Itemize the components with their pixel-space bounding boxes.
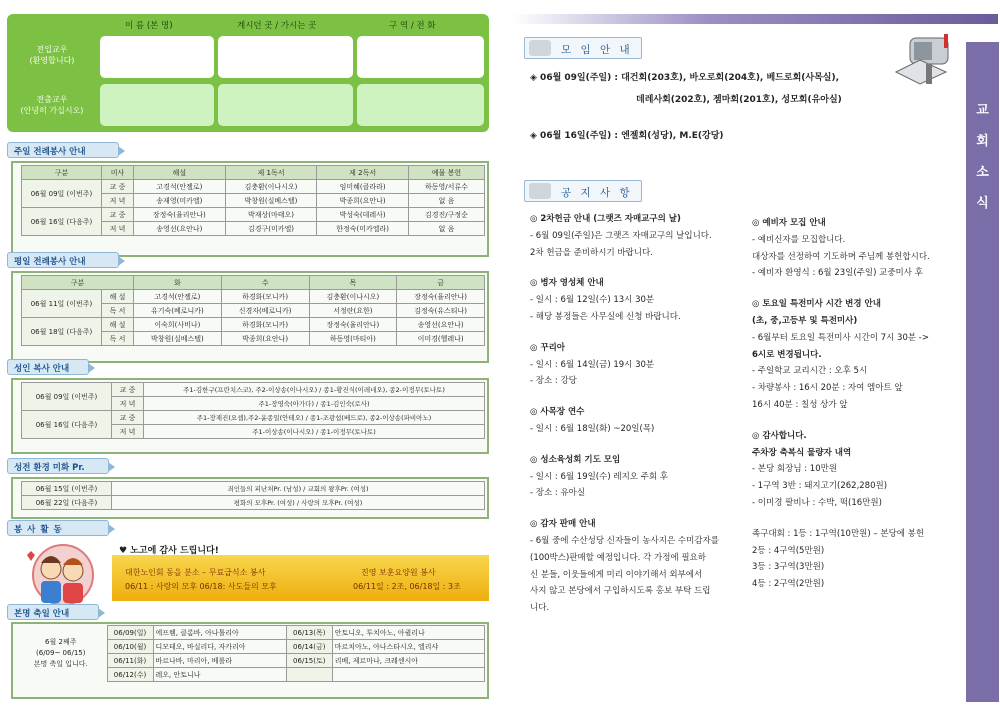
table-row: 06월 09일 (이번주) 교 중 고경석(안젤로) 김충환(이나시오) 임미혜(클라라) 하동영/서류수 <box>22 180 485 194</box>
left-column <box>7 14 489 699</box>
notice-text: - 본당 회장님 : 10만원 <box>752 464 838 475</box>
th: 해설 <box>134 166 226 180</box>
table-row: 06월 11일 (이번주) 해 설 고경석(안젤로) 하경화(모니카) 김충환(이나시오) 장정숙(율리안나) <box>22 290 485 304</box>
notice-heading: ◎ 토요일 특전미사 시간 변경 안내 <box>752 299 881 310</box>
notice-heading: (초, 중,고등부 및 특전미사) <box>752 316 858 326</box>
section-title-env: 성전 환경 미화 Pr. <box>7 458 109 474</box>
notice-text: 대상자를 선정하여 기도하며 주님께 봉헌합시다. <box>752 251 930 262</box>
th: 미사 <box>102 166 134 180</box>
service-thanks: ♥ 노고에 감사 드립니다! <box>119 546 219 556</box>
reg-cell[interactable] <box>100 84 214 126</box>
reg-header-name: 이 름 (본 명) <box>125 21 173 31</box>
notice-text: - 장소 : 강당 <box>530 376 577 387</box>
reg-cell[interactable] <box>218 36 353 78</box>
notice-text: - 6월 중에 수산성당 신자들이 농사지은 수미감자를 <box>530 536 719 546</box>
meeting-title-icon <box>529 40 551 56</box>
th: 수 <box>221 276 309 290</box>
notice-text: - 차량봉사 : 16시 20분 : 자여 엠아트 앞 <box>752 383 903 394</box>
notice-text: - 주일학교 교리시간 : 오후 5시 <box>752 366 868 377</box>
notice-text: - 일시 : 6월 14일(금) 19시 30분 <box>530 359 655 370</box>
right-column <box>512 14 999 699</box>
table-row: 06월 09일 (이번주) 교 중 주1-김한구(프란치스코), 주2-이상송(이나시오) / 종1-황진식(이레네오), 종2-이정무(토나토) <box>22 383 485 397</box>
reg-cell[interactable] <box>357 84 484 126</box>
side-tab-char: 회 <box>976 134 989 149</box>
notice-heading: ◎ 예비자 모집 안내 <box>752 218 826 228</box>
notice-heading: ◎ 2차헌금 안내 (그랫즈 자매교구의 날) <box>530 214 681 224</box>
notice-text: 3등 : 3구역(3만원) <box>752 562 825 573</box>
side-tab-char: 식 <box>976 196 989 211</box>
notice-text: (100박스)판매할 예정입니다. 각 가정에 필요하 <box>530 552 706 563</box>
notice-heading: ◎ 감자 판매 안내 <box>530 519 596 530</box>
table-row: 06월 22일 (다음주) 평화의 모후Pr. (여성) / 사랑의 모후Pr. (여성) <box>22 496 485 510</box>
section-title-feast: 본명 축일 안내 <box>7 604 99 620</box>
side-tab-char: 교 <box>976 103 989 118</box>
side-tab-char: 소 <box>976 165 989 180</box>
notice-heading: ◎ 병자 영성체 안내 <box>530 278 604 289</box>
service-band <box>112 555 489 601</box>
reg-cell[interactable] <box>218 84 353 126</box>
notice-text: - 해당 봉정들은 사무실에 신청 바랍니다. <box>530 312 681 322</box>
notice-text: - 6월 09일(주일)은 그랫즈 자매교구의 날입니다. <box>530 230 712 241</box>
table-row: 저 녁 주1-이상송(이나시오) / 종1-이정무(토나토) <box>22 425 485 439</box>
notice-text: 4등 : 2구역(2만원) <box>752 579 825 590</box>
table-row: 6월 2째주 (6/09~ 06/15) 본명 축일 입니다. 06/09(일) 에프렘, 클롬바, 아나톨리아 06/13(목) 안토니오, 투치아노, 아퀼리나 <box>15 626 485 640</box>
service-left2: 06/11 : 사랑의 모후 06/18: 사도들의 모후 <box>125 582 277 591</box>
service-left1: 대한노인회 동을 분소 – 무료급식소 봉사 <box>125 568 266 577</box>
notice-text: - 일시 : 6월 18일(화) ~20일(목) <box>530 424 655 434</box>
reg-row-out-label: 전출교우 (안녕히 가십시오) <box>20 95 84 115</box>
reg-row-in-label: 전입교우 (환영합니다) <box>29 45 75 65</box>
notice-text: 2등 : 4구역(5만원) <box>752 545 825 556</box>
th: 제 1독서 <box>225 166 317 180</box>
section-title-sunday: 주일 전례봉사 안내 <box>7 142 119 158</box>
notice-text: 족구대회 : 1등 : 1구역(10만원) – 본당에 봉헌 <box>752 528 925 539</box>
meeting-line3: ◈ 06월 16일(주일) : 엔젤회(성당), M.E(강당) <box>530 131 724 141</box>
weekday-table <box>21 275 485 346</box>
feast-label: 6월 2째주 (6/09~ 06/15) 본명 축일 입니다. <box>15 626 107 682</box>
notice-heading: 주차장 축복식 물량자 내역 <box>752 447 852 458</box>
notice-text: - 일시 : 6월 12일(수) 13시 30분 <box>530 295 655 306</box>
notice-text: - 장소 : 유아실 <box>530 488 586 499</box>
table-row: 저 녁 주1-장영숙(아가다) / 종1-김인숙(로사) <box>22 397 485 411</box>
notice-text: 니다. <box>530 603 550 614</box>
table-row: 저 녁 송영선(요안나) 김경구(미카엘) 한정숙(미카엘라) 없 음 <box>22 222 485 236</box>
sunday-table <box>21 165 485 236</box>
section-title-service: 봉 사 활 동 <box>7 520 109 536</box>
notice-text: 사지 않고 본당에서 구입하시도록 홍보 부탁 드립 <box>530 586 711 597</box>
reg-cell[interactable] <box>100 36 214 78</box>
adult-table <box>21 382 485 439</box>
feast-table <box>15 625 485 682</box>
env-table <box>21 481 485 510</box>
table-row: 06월 15일 (이번주) 죄인들의 피난처Pr. (남성) / 교회의 왕후Pr. (여성) <box>22 482 485 496</box>
notice-text: - 6월부터 토요일 특전미사 시간이 7시 30분 -> <box>752 332 929 343</box>
table-row: 저 녁 송재영(미카엘) 박창원(실베스텔) 박종희(요안나) 없 음 <box>22 194 485 208</box>
couple-illustration-icon <box>15 541 105 613</box>
notice-text: 2차 헌금을 준비하시기 바랍니다. <box>530 247 653 258</box>
notice-title-icon <box>529 183 551 199</box>
notice-text: - 예비신자를 모집합니다. <box>752 234 846 245</box>
notice-text: - 예비자 환영식 : 6월 23일(주일) 교중미사 후 <box>752 268 923 279</box>
reg-header-area: 구 역 / 전 화 <box>389 21 436 31</box>
reg-cell[interactable] <box>357 36 484 78</box>
table-row: 독 서 유기숙(베로니카) 신경자(베로니카) 서정란(요한) 김정숙(유스티나) <box>22 304 485 318</box>
reg-header-place: 계시던 곳 / 가시는 곳 <box>237 21 317 31</box>
table-row: 06/10(월) 디모테오, 바실리다, 자카리아 06/14(금) 마르치아노, 아나스타시오, 엘리샤 <box>15 640 485 654</box>
table-row: 06/12(수) 레오, 안토니나 <box>15 668 485 682</box>
th: 목 <box>309 276 397 290</box>
th: 금 <box>397 276 485 290</box>
section-title-weekday: 평일 전례봉사 안내 <box>7 252 119 268</box>
table-row: 06월 16일 (다음주) 교 중 장정숙(율리안나) 박재상(마태오) 박성숙(데레사) 김경진/구정순 <box>22 208 485 222</box>
notice-text: - 1구역 3반 : 돼지고기(262,280원) <box>752 481 888 492</box>
th: 구분 <box>22 166 102 180</box>
side-tab <box>966 42 999 702</box>
meeting-title: 모 임 안 내 <box>524 37 642 59</box>
table-row: 06월 18일 (다음주) 해 설 이숙희(사비나) 하경화(모니카) 장정숙(율리안나) 송영선(요안나) <box>22 318 485 332</box>
notice-text: - 이미경 팔비나 : 수박, 떡(16만원) <box>752 498 882 508</box>
notice-text: 16시 40분 : 칠성 상가 앞 <box>752 400 848 410</box>
table-row: 06/11(화) 바르나바, 마리아, 베롤라 06/15(토) 리베, 제르마나, 크레센시아 <box>15 654 485 668</box>
notice-text: - 일시 : 6월 19일(수) 레지오 주회 후 <box>530 471 669 482</box>
service-right2: 06/11일 : 2조, 06/18일 : 3조 <box>353 582 461 591</box>
th: 구분 <box>22 276 134 290</box>
th: 예물 봉헌 <box>408 166 484 180</box>
meeting-line2: 데레사회(202호), 젬마회(201호), 성모회(유아실) <box>636 95 842 105</box>
th: 화 <box>134 276 222 290</box>
notice-heading: 6시로 변경됩니다. <box>752 349 822 360</box>
notice-title: 공 지 사 항 <box>524 180 642 202</box>
table-row: 독 서 박창원(실베스텔) 박종희(요안나) 하동영(마티아) 이미경(헬레나) <box>22 332 485 346</box>
meeting-line1: ◈ 06월 09일(주일) : 대건회(203호), 바오로회(204호), 베드로회(사목실), <box>530 73 839 83</box>
notice-heading: ◎ 성소육성회 기도 모임 <box>530 454 621 465</box>
notice-heading: ◎ 사목장 연수 <box>530 407 585 418</box>
mailbox-icon <box>890 32 960 88</box>
notice-heading: ◎ 감사합니다. <box>752 430 807 441</box>
service-right1: 진영 보훈요양원 봉사 <box>361 568 436 577</box>
notice-text: 신 분들, 이웃들에게 미리 이야기해서 외부에서 <box>530 569 703 580</box>
th: 제 2독서 <box>317 166 409 180</box>
service-ribbon <box>7 541 489 613</box>
notice-heading: ◎ 꾸리아 <box>530 342 566 353</box>
top-gradient-bar <box>512 14 998 24</box>
section-title-adult: 성인 복사 안내 <box>7 359 89 375</box>
registration-box <box>7 14 489 132</box>
table-row: 06월 16일 (다음주) 교 중 주1-장재진(요셉),주2-윤종일(안테오) / 종1-조광섭(베드로), 종2-이상송(파비아노) <box>22 411 485 425</box>
